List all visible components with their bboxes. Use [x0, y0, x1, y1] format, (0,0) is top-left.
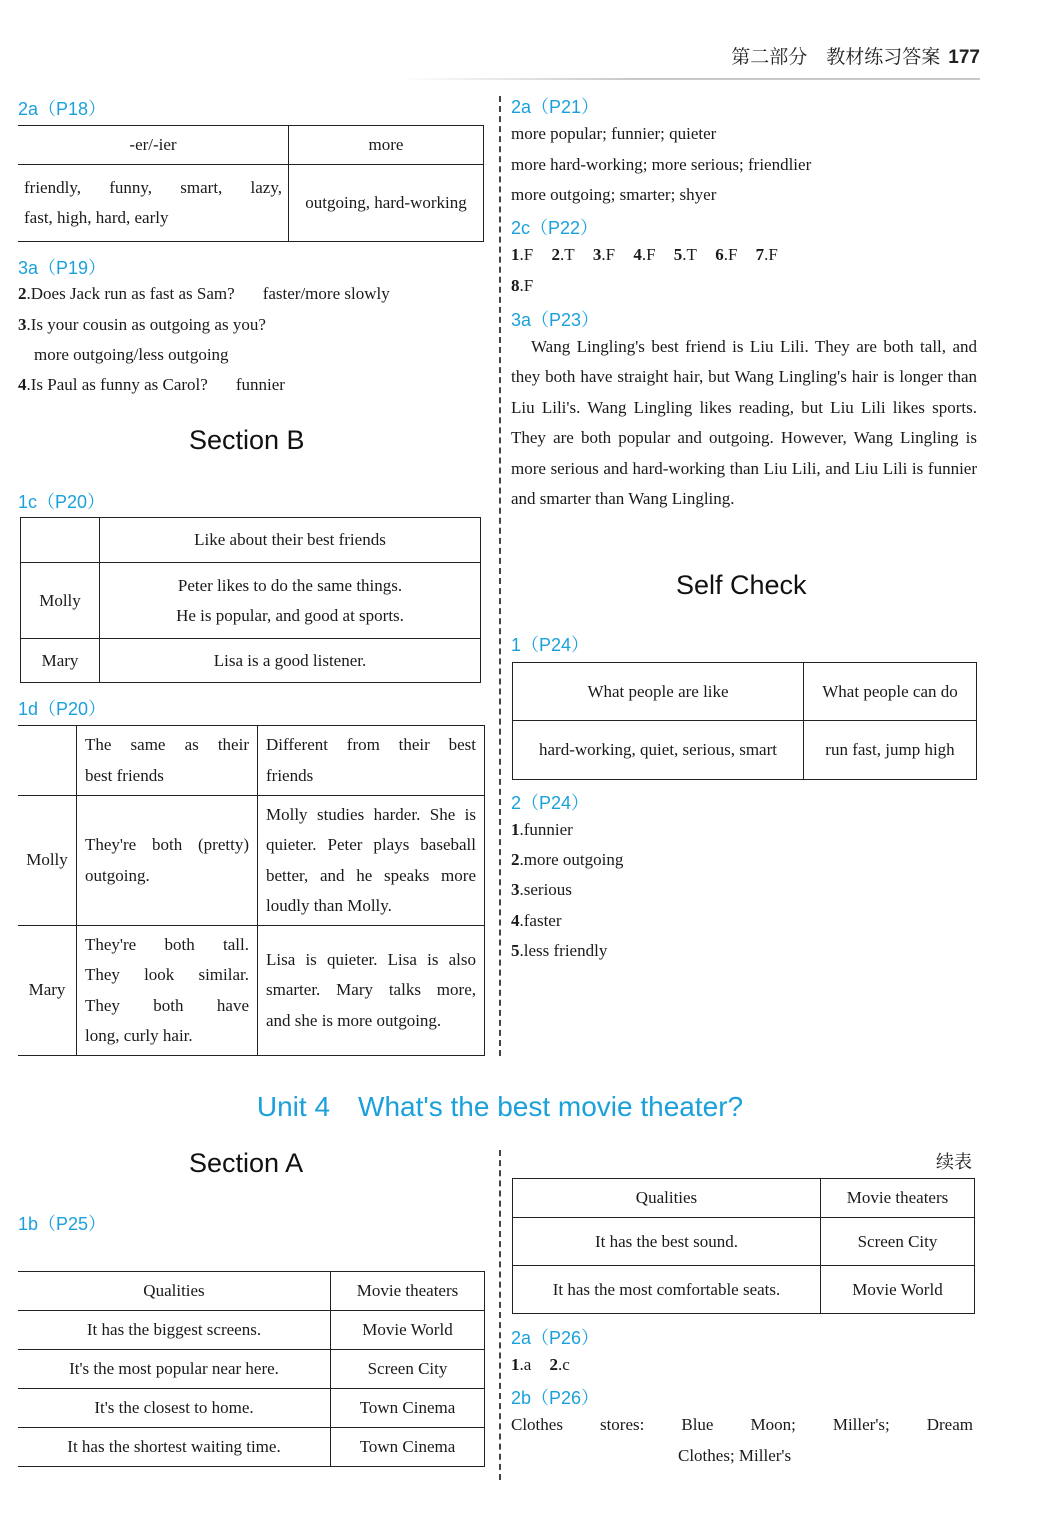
table-cell [100, 563, 481, 639]
table-header: Qualities [18, 1272, 331, 1311]
answer-item: 1.a [511, 1355, 532, 1374]
passage-3a-p23: Wang Lingling's best friend is Liu Lili. They are both tall, and they both have straight hair, but Wang Lingling's hair is longer than Liu Lili's. Wang Lingling likes reading, but Liu Lili likes sports. They are both popular and outgoing. However, Wang Lingling is more serious and hard-working than Liu Lili, and Liu Lili is funnier and smarter than Wang Lingling. [511, 337, 977, 509]
cell-line: He is popular, and good at sports. [176, 605, 404, 625]
answer-item: 5.T [673, 245, 697, 264]
answer-item: 7.F [755, 245, 778, 264]
cell-line: friendly, funny, smart, lazy, [24, 178, 282, 197]
label-2a-p21: 2a（P21） [511, 97, 600, 117]
answer-line: more outgoing; smarter; shyer [511, 185, 717, 204]
answer-item: 5.less friendly [511, 941, 608, 960]
answer-item: 4.faster [511, 911, 562, 930]
answer-item: 6.F [715, 245, 738, 264]
table-cell: Lisa is a good listener. [100, 639, 481, 683]
answer-item: 4.F [633, 245, 656, 264]
table-cell: run fast, jump high [804, 721, 977, 780]
cell-line: Peter likes to do the same things. [177, 575, 403, 595]
answer-item: 2.T [551, 245, 575, 264]
table-2a-p18 [18, 125, 484, 242]
answer-line: more popular; funnier; quieter [511, 124, 717, 143]
table-header: Like about their best friends [100, 518, 481, 563]
answer-line: Clothes; Miller's [678, 1446, 792, 1465]
label-2c-p22: 2c（P22） [511, 218, 599, 238]
table-cell: hard-working, quiet, serious, smart [513, 721, 804, 780]
answer-item: 3.serious [511, 880, 572, 899]
table-cell-empty [18, 726, 77, 796]
answer-line: 4.Is Paul as funny as Carol? funnier [18, 375, 285, 394]
table-cell: They're both (pretty) outgoing. [77, 796, 258, 926]
table-cell: It's the closest to home. [18, 1389, 331, 1428]
table-cell: It has the shortest waiting time. [18, 1428, 331, 1467]
table-cell-empty [21, 518, 100, 563]
answer-item: 8.F [511, 276, 534, 295]
answer-line: 3.Is your cousin as outgoing as you? [18, 315, 266, 334]
row-name: Mary [21, 639, 100, 683]
answer-list [511, 1355, 584, 1375]
table-cell: Town Cinema [331, 1389, 485, 1428]
table-header: The same as their best friends [77, 726, 258, 796]
column-divider-bottom [499, 1150, 501, 1480]
page-number: 177 [948, 47, 980, 68]
table-cell [18, 165, 289, 242]
answer-line: more outgoing/less outgoing [34, 345, 229, 364]
row-name: Molly [18, 796, 77, 926]
table-cell: Lisa is quieter. Lisa is also smarter. Mary talks more, and she is more outgoing. [258, 926, 485, 1056]
answer-line: Clothes stores: Blue Moon; Miller's; Dream [511, 1415, 973, 1434]
answer-item: 1.funnier [511, 820, 573, 839]
column-divider-top [499, 96, 501, 1056]
label-3a-p19: 3a（P19） [18, 258, 107, 278]
table-1b-p25 [18, 1271, 485, 1467]
row-name: Molly [21, 563, 100, 639]
page-header [731, 42, 980, 69]
table-cell: outgoing, hard-working [289, 165, 484, 242]
table-cell: Movie World [331, 1311, 485, 1350]
label-1c-p20: 1c（P20） [18, 492, 106, 512]
table-cell: Molly studies harder. She is quieter. Peter plays baseball better, and he speaks more loudly than Molly. [258, 796, 485, 926]
cell-line: fast, high, hard, early [24, 208, 169, 227]
table-1d-p20 [18, 725, 485, 1056]
table-header: What people can do [804, 663, 977, 721]
table-header: Different from their best friends [258, 726, 485, 796]
table-1c-p20 [20, 517, 481, 683]
table-cell: It has the best sound. [513, 1218, 821, 1266]
answer-item: 1.F [511, 245, 534, 264]
header-rule [400, 78, 980, 80]
self-check-heading: Self Check [676, 570, 807, 600]
unit-title: Unit 4 What's the best movie theater? [256, 1091, 744, 1122]
table-cell: Screen City [821, 1218, 975, 1266]
table-cell: They're both tall. They look similar. They both have long, curly hair. [77, 926, 258, 1056]
header-title: 第二部分 教材练习答案 [731, 47, 941, 68]
label-2-p24: 2（P24） [511, 793, 590, 813]
table-cell: It has the biggest screens. [18, 1311, 331, 1350]
label-2a-p26: 2a（P26） [511, 1328, 600, 1348]
row-name: Mary [18, 926, 77, 1056]
label-1-p24: 1（P24） [511, 635, 590, 655]
table-header: Movie theaters [821, 1179, 975, 1218]
answer-line: more hard-working; more serious; friendlier [511, 155, 812, 174]
table-header: Movie theaters [331, 1272, 485, 1311]
section-b-heading: Section B [189, 425, 305, 455]
label-3a-p23: 3a（P23） [511, 310, 600, 330]
label-1b-p25: 1b（P25） [18, 1214, 107, 1234]
table-cell: Town Cinema [331, 1428, 485, 1467]
table-cell: Screen City [331, 1350, 485, 1389]
table-header: more [289, 126, 484, 165]
table-header: -er/-ier [18, 126, 289, 165]
answer-item: 3.F [592, 245, 616, 264]
table-header: Qualities [513, 1179, 821, 1218]
label-2a-p18: 2a（P18） [18, 99, 107, 119]
table-cell: It has the most comfortable seats. [513, 1266, 821, 1314]
label-1d-p20: 1d（P20） [18, 699, 107, 719]
table-cell: It's the most popular near here. [18, 1350, 331, 1389]
table-header: What people are like [513, 663, 804, 721]
answer-item: 2.c [549, 1355, 570, 1374]
table-continued [512, 1178, 975, 1314]
section-a-heading: Section A [189, 1148, 304, 1178]
continued-label: 续表 [936, 1152, 972, 1172]
table-1-p24 [512, 662, 977, 780]
answer-list [511, 245, 792, 265]
answer-item: 2.more outgoing [511, 850, 624, 869]
answer-line: 2.Does Jack run as fast as Sam? faster/more slowly [18, 284, 390, 303]
table-cell: Movie World [821, 1266, 975, 1314]
label-2b-p26: 2b（P26） [511, 1388, 600, 1408]
